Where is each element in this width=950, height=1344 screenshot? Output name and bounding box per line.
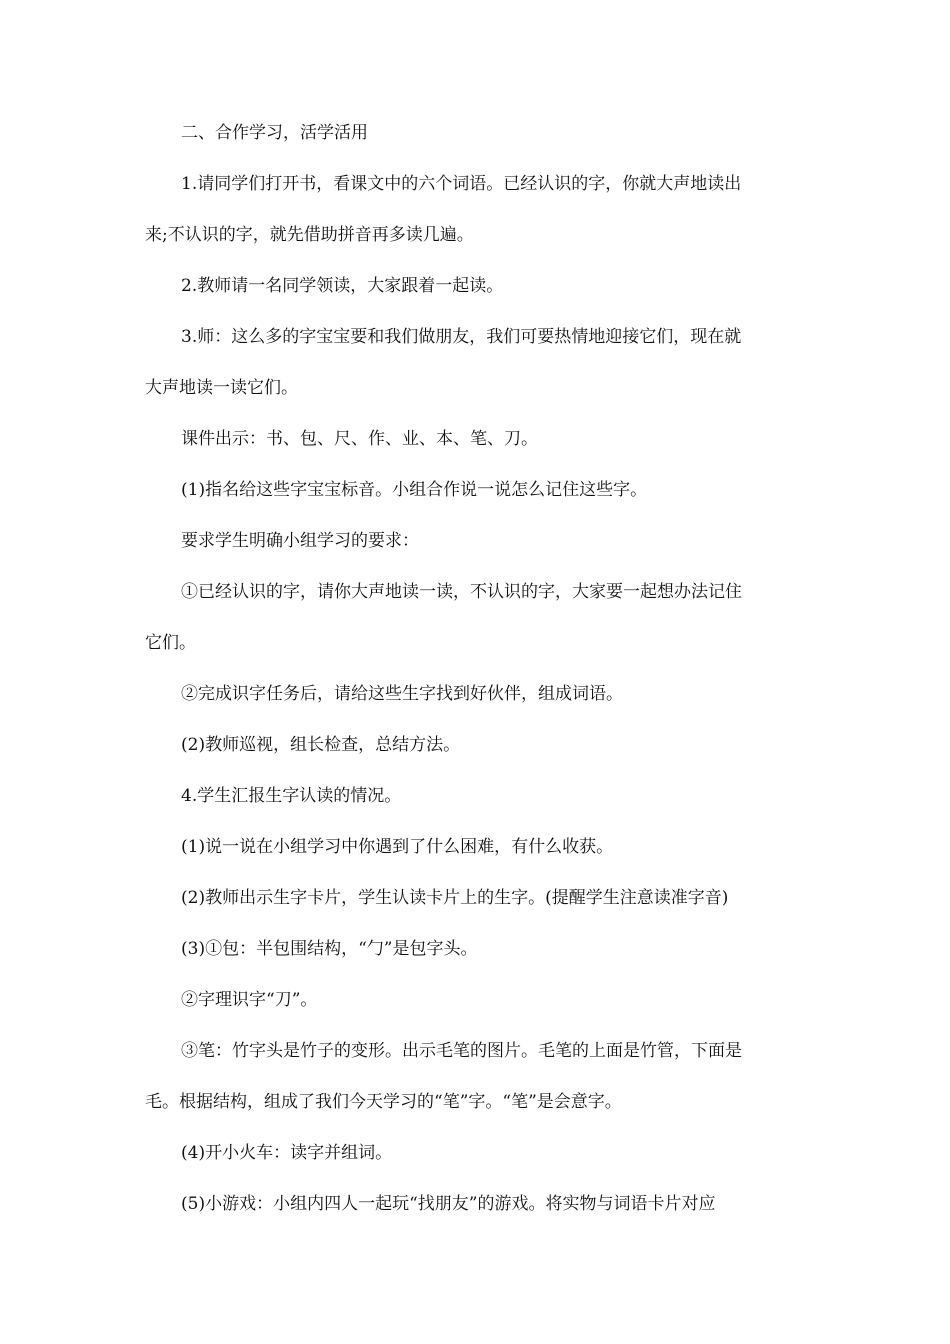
document-body [145, 108, 825, 1230]
paragraph-line: 1.请同学们打开书，看课文中的六个词语。已经认识的字，你就大声地读出 [181, 174, 742, 194]
paragraph-line: 大声地读一读它们。 [145, 378, 298, 398]
paragraph-line: (1)说一说在小组学习中你遇到了什么困难，有什么收获。 [181, 837, 614, 857]
paragraph-line: ③笔：竹字头是竹子的变形。出示毛笔的图片。毛笔的上面是竹管，下面是 [181, 1041, 742, 1061]
paragraph-line: ②字理识字“刀”。 [181, 990, 318, 1010]
paragraph-line: 2.教师请一名同学领读，大家跟着一起读。 [181, 276, 504, 296]
paragraph-line: 课件出示：书、包、尺、作、业、本、笔、刀。 [181, 429, 538, 449]
paragraph-line: (5)小游戏：小组内四人一起玩“找朋友”的游戏。将实物与词语卡片对应 [181, 1194, 716, 1214]
paragraph-line: 要求学生明确小组学习的要求： [181, 531, 419, 551]
paragraph-line: (1)指名给这些字宝宝标音。小组合作说一说怎么记住这些字。 [181, 480, 648, 500]
paragraph-line: 毛。根据结构，组成了我们今天学习的“笔”字。“笔”是会意字。 [145, 1092, 622, 1112]
paragraph-line: 4.学生汇报生字认读的情况。 [181, 786, 402, 806]
paragraph-line: ②完成识字任务后，请给这些生字找到好伙伴，组成词语。 [181, 684, 623, 704]
section-heading: 二、合作学习，活学活用 [181, 123, 368, 143]
paragraph-line: 它们。 [145, 633, 196, 653]
paragraph-line: (4)开小火车：读字并组词。 [181, 1143, 393, 1163]
paragraph-line: (3)①包：半包围结构，“勹”是包字头。 [181, 939, 478, 959]
paragraph-line: (2)教师出示生字卡片，学生认读卡片上的生字。(提醒学生注意读准字音) [181, 888, 729, 908]
paragraph-line: 3.师：这么多的字宝宝要和我们做朋友，我们可要热情地迎接它们，现在就 [181, 327, 742, 347]
paragraph-line: ①已经认识的字，请你大声地读一读，不认识的字，大家要一起想办法记住 [181, 582, 742, 602]
paragraph-line: (2)教师巡视，组长检查，总结方法。 [181, 735, 461, 755]
paragraph-line: 来;不认识的字，就先借助拼音再多读几遍。 [145, 225, 474, 245]
